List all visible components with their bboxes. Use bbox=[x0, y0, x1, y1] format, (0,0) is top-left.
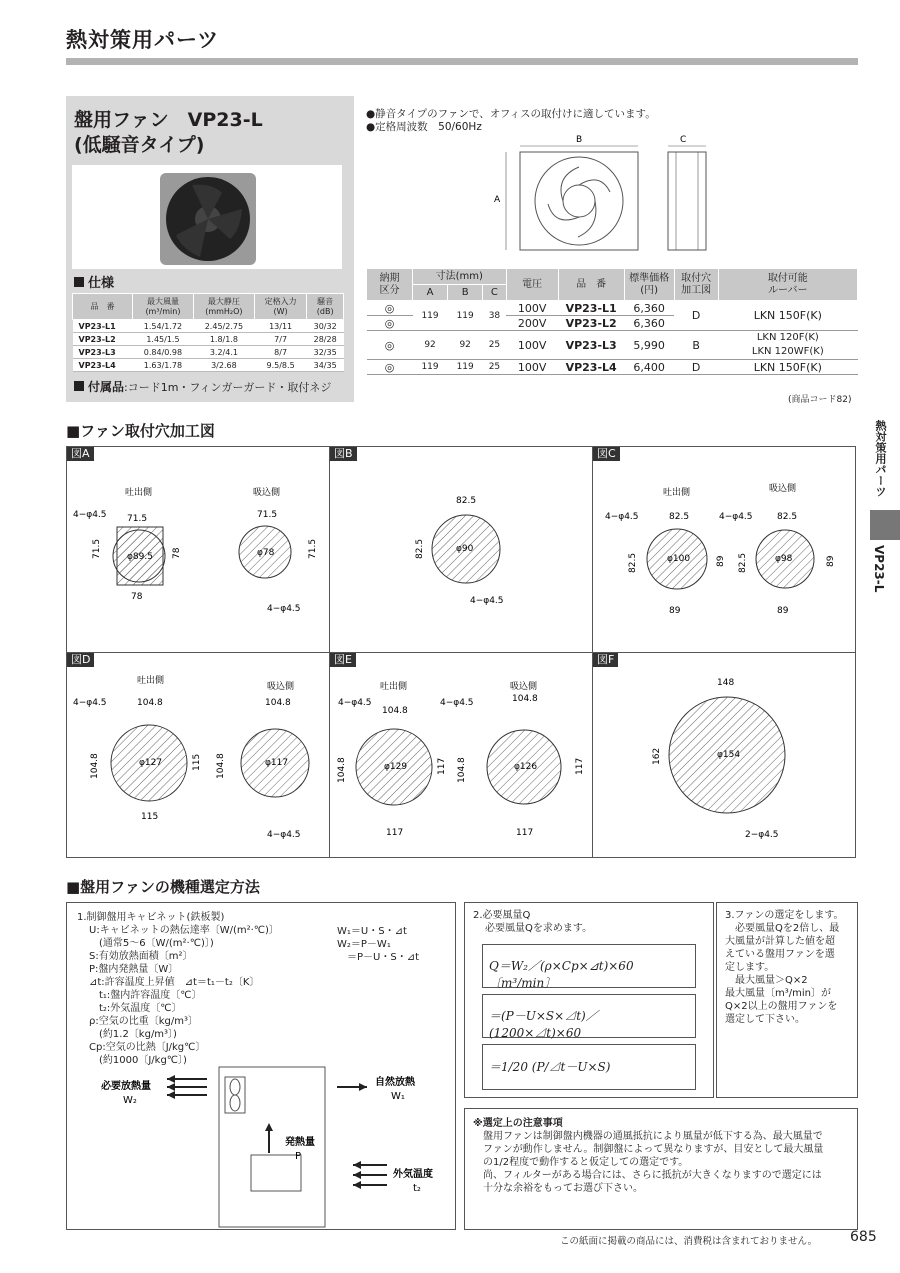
svg-text:117: 117 bbox=[386, 828, 404, 838]
svg-text:吸込側: 吸込側 bbox=[769, 484, 797, 494]
svg-text:82.5: 82.5 bbox=[777, 512, 798, 522]
svg-text:φ126: φ126 bbox=[514, 762, 538, 772]
product-code: (商品コード82) bbox=[788, 395, 852, 405]
product-photo bbox=[72, 165, 342, 269]
cabinet-diagram bbox=[67, 1063, 455, 1229]
table-row: ◎ 119 119 38 100V VP23-L1 6,360 D LKN 150F(K) bbox=[367, 301, 858, 316]
formula-3: ＝1/20 (P/⊿t－U×S) bbox=[482, 1044, 696, 1090]
heat-equations: W₁＝U・S・⊿t W₂＝P－W₁ ＝P－U・S・⊿t bbox=[337, 926, 419, 963]
svg-text:外気温度: 外気温度 bbox=[393, 1169, 433, 1180]
fan-outline-drawing bbox=[490, 132, 730, 262]
page-number: 685 bbox=[850, 1229, 877, 1245]
svg-text:発熱量: 発熱量 bbox=[285, 1137, 315, 1148]
figure-f: 図F 148 φ154 162 2−φ4.5 bbox=[593, 653, 856, 857]
side-model: VP23-L bbox=[872, 545, 886, 593]
formula-1: Q＝W₂／(ρ×Cp×⊿t)×60〔m³/min〕 bbox=[482, 944, 696, 988]
svg-text:4−φ4.5: 4−φ4.5 bbox=[267, 830, 301, 840]
svg-text:148: 148 bbox=[717, 678, 735, 688]
table-row: VP23-L1 1.54/1.72 2.45/2.75 13/11 30/32 bbox=[73, 320, 344, 333]
table-row: ◎ 92 92 25 100V VP23-L3 5,990 B LKN 120F(K) LKN 120WF(K) bbox=[367, 331, 858, 360]
caution-box: ※選定上の注意事項 盤用ファンは制御盤内機器の通風抵抗により風量が低下する為、最大風量で ファンが動作しません。制御盤によって異なりますが、目安として最大風量 の1/2程度で動作すると仮定しての選定です。 尚、フィルターがある場合には、さらに抵抗が大きくなりますので選定には 十分な余裕をもってお選び下さい。 bbox=[464, 1108, 858, 1230]
svg-text:4−φ4.5: 4−φ4.5 bbox=[73, 698, 107, 708]
svg-text:82.5: 82.5 bbox=[669, 512, 690, 522]
table-row: VP23-L4 1.63/1.78 3/2.68 9.5/8.5 34/35 bbox=[73, 359, 344, 372]
product-name: 盤用ファン VP23-L (低騒音タイプ) bbox=[74, 109, 263, 156]
fan-photo-icon bbox=[72, 165, 342, 269]
tax-footnote: この紙面に掲載の商品には、消費税は含まれておりません。 bbox=[560, 1236, 818, 1247]
svg-text:4−φ4.5: 4−φ4.5 bbox=[267, 604, 301, 614]
svg-text:89: 89 bbox=[669, 606, 681, 616]
spec-heading: 仕様 bbox=[74, 272, 114, 291]
product-notes: ●静音タイプのファンで、オフィスの取付けに適しています。 ●定格周波数 50/60Hz bbox=[366, 108, 656, 133]
svg-text:φ127: φ127 bbox=[139, 758, 163, 768]
spec-table bbox=[72, 293, 344, 372]
svg-text:B: B bbox=[576, 135, 583, 145]
side-tab: 熱対策用パーツ bbox=[874, 420, 887, 497]
figure-b: 図B 82.5 φ90 82.5 4−φ4.5 bbox=[330, 447, 593, 653]
svg-text:2−φ4.5: 2−φ4.5 bbox=[745, 830, 779, 840]
svg-text:φ129: φ129 bbox=[384, 762, 408, 772]
svg-text:φ90: φ90 bbox=[456, 544, 474, 554]
svg-text:吐出側: 吐出側 bbox=[137, 676, 165, 686]
step2-box: 2.必要風量Q 必要風量Qを求めます。 bbox=[464, 902, 714, 1098]
svg-text:117: 117 bbox=[437, 757, 447, 775]
svg-text:71.5: 71.5 bbox=[257, 510, 278, 520]
svg-text:W₂: W₂ bbox=[123, 1095, 137, 1106]
svg-text:φ154: φ154 bbox=[717, 750, 741, 760]
svg-text:吸込側: 吸込側 bbox=[510, 682, 538, 692]
svg-text:必要放熱量: 必要放熱量 bbox=[101, 1081, 151, 1092]
step3-box: 3.ファンの選定をします。 必要風量Qを2倍し、最 大風量が計算した値を超 えている盤用ファンを選 定します。 最大風量＞Q×2 最大風量〔m³/min〕が Q×2以上の盤用ファンを 選定して下さい。 bbox=[716, 902, 858, 1098]
section-heading-mounting: ■ファン取付穴加工図 bbox=[66, 422, 215, 440]
svg-text:89: 89 bbox=[777, 606, 789, 616]
svg-text:78: 78 bbox=[172, 547, 182, 559]
svg-text:104.8: 104.8 bbox=[382, 706, 408, 716]
svg-text:φ78: φ78 bbox=[257, 548, 275, 558]
spec-header: 定格入力 (W) bbox=[254, 294, 306, 320]
svg-text:82.5: 82.5 bbox=[628, 552, 638, 573]
mounting-diagrams bbox=[66, 446, 856, 858]
svg-text:104.8: 104.8 bbox=[137, 698, 163, 708]
svg-text:71.5: 71.5 bbox=[127, 514, 148, 524]
svg-text:115: 115 bbox=[141, 812, 159, 822]
svg-text:φ89.5: φ89.5 bbox=[127, 552, 153, 562]
svg-text:自然放熱: 自然放熱 bbox=[375, 1077, 415, 1088]
svg-text:C: C bbox=[680, 135, 687, 145]
svg-text:4−φ4.5: 4−φ4.5 bbox=[605, 512, 639, 522]
spec-header: 品 番 bbox=[73, 294, 133, 320]
svg-text:4−φ4.5: 4−φ4.5 bbox=[73, 510, 107, 520]
side-marker bbox=[870, 510, 900, 540]
svg-text:117: 117 bbox=[575, 757, 585, 775]
step1-box: 1.制御盤用キャビネット(鉄板製) U:キャビネットの熱伝達率〔W/(m²·℃)〕 (通常5〜6〔W/(m²·℃)〕) S:有効放熱面積〔m²〕 P:盤内発熱量〔W〕 ⊿t:許容温度上昇値 ⊿t＝t₁－t₂〔K〕 t₁:盤内許容温度〔℃〕 t₂:外気温度〔℃〕 ρ:空気の比重〔kg/m³〕 (約1.2〔kg/m³〕) Cp:空気の比熱〔J/kg℃〕 (約1000〔J/kg℃〕) W₁＝U・S・⊿t W₂＝P－W₁ ＝P－U・S・⊿t 必要放熱量 W₂ 自然放熱 W₁ 発熱量 P 外気温度 t₂ bbox=[66, 902, 456, 1230]
svg-text:φ98: φ98 bbox=[775, 554, 793, 564]
svg-text:104.8: 104.8 bbox=[337, 757, 347, 783]
svg-text:吸込側: 吸込側 bbox=[253, 488, 281, 498]
svg-text:吐出側: 吐出側 bbox=[380, 682, 408, 692]
figure-a: 図A 吐出側 吸込側 4−φ4.5 71.5 φ89.5 71.5 78 78 71.5 φ78 71.5 4−φ4.5 bbox=[67, 447, 330, 653]
title-bar bbox=[66, 58, 858, 65]
svg-text:89: 89 bbox=[826, 555, 836, 567]
table-row: VP23-L3 0.84/0.98 3.2/4.1 8/7 32/35 bbox=[73, 346, 344, 359]
svg-text:吐出側: 吐出側 bbox=[125, 488, 153, 498]
spec-header: 最大風量 (m³/min) bbox=[133, 294, 194, 320]
svg-text:104.8: 104.8 bbox=[265, 698, 291, 708]
svg-text:71.5: 71.5 bbox=[92, 538, 102, 559]
figure-c: 図C 吐出側 吸込側 4−φ4.5 82.5 φ100 82.5 89 89 4−φ4.5 82.5 φ98 82.5 89 89 bbox=[593, 447, 856, 653]
svg-text:82.5: 82.5 bbox=[456, 496, 477, 506]
svg-text:89: 89 bbox=[716, 555, 726, 567]
svg-text:t₂: t₂ bbox=[413, 1183, 421, 1194]
spec-header: 騒音 (dB) bbox=[307, 294, 344, 320]
svg-text:104.8: 104.8 bbox=[216, 753, 226, 779]
figure-d: 図D 吐出側 吸込側 4−φ4.5 104.8 φ127 104.8 115 115 104.8 φ117 104.8 4−φ4.5 bbox=[67, 653, 330, 857]
svg-text:φ100: φ100 bbox=[667, 554, 691, 564]
svg-text:82.5: 82.5 bbox=[738, 552, 748, 573]
svg-text:104.8: 104.8 bbox=[90, 753, 100, 779]
svg-text:71.5: 71.5 bbox=[308, 538, 318, 559]
table-row: ◎ 119 119 25 100V VP23-L4 6,400 D LKN 150F(K) bbox=[367, 360, 858, 375]
svg-text:W₁: W₁ bbox=[391, 1091, 405, 1102]
svg-text:4−φ4.5: 4−φ4.5 bbox=[470, 596, 504, 606]
svg-text:P: P bbox=[295, 1151, 302, 1162]
svg-text:4−φ4.5: 4−φ4.5 bbox=[338, 698, 372, 708]
svg-text:162: 162 bbox=[652, 747, 662, 765]
page-title: 熱対策用パーツ bbox=[66, 28, 220, 52]
table-row: VP23-L2 1.45/1.5 1.8/1.8 7/7 28/28 bbox=[73, 333, 344, 346]
svg-text:104.8: 104.8 bbox=[512, 694, 538, 704]
section-heading-selection: ■盤用ファンの機種選定方法 bbox=[66, 878, 260, 896]
svg-text:4−φ4.5: 4−φ4.5 bbox=[440, 698, 474, 708]
formula-2: ＝(P－U×S×⊿t)／(1200×⊿t)×60 bbox=[482, 994, 696, 1038]
product-table: 納期 区分 寸法(mm) 電圧 品 番 標準価格 (円) 取付穴 加工図 取付可能 ルーバー A B C ◎ 119 119 38 100V VP23-L1 6,360 D LKN 150F(K) ◎ 200V VP23-L2 6,360 ◎ 92 92 25 100V VP23-L3 5,990 B LKN 120F(K) LKN 120WF(K) ◎ 119 119 25 100V VP23-L4 6,400 D LKN 150F(K) bbox=[366, 268, 858, 375]
svg-text:104.8: 104.8 bbox=[457, 757, 467, 783]
svg-text:4−φ4.5: 4−φ4.5 bbox=[719, 512, 753, 522]
svg-text:117: 117 bbox=[516, 828, 534, 838]
figure-e: 図E 吐出側 吸込側 4−φ4.5 104.8 φ129 104.8 117 117 4−φ4.5 104.8 φ126 104.8 117 117 bbox=[330, 653, 593, 857]
table-row: ◎ 200V VP23-L2 6,360 bbox=[367, 316, 858, 331]
svg-text:A: A bbox=[494, 195, 501, 205]
spec-header: 最大静圧 (mmH₂O) bbox=[193, 294, 254, 320]
svg-text:115: 115 bbox=[192, 753, 202, 771]
svg-text:78: 78 bbox=[131, 592, 143, 602]
svg-text:φ117: φ117 bbox=[265, 758, 289, 768]
svg-text:82.5: 82.5 bbox=[415, 538, 425, 559]
svg-text:吸込側: 吸込側 bbox=[267, 682, 295, 692]
svg-text:吐出側: 吐出側 bbox=[663, 488, 691, 498]
accessories: 付属品:コード1m・フィンガーガード・取付ネジ bbox=[74, 378, 331, 395]
